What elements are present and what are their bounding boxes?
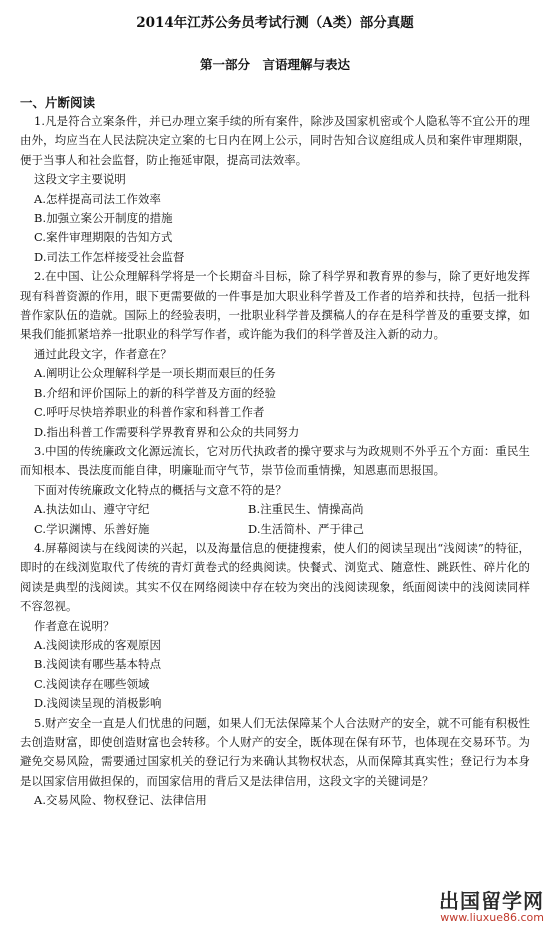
option-a: A.阐明让公众理解科学是一项长期而艰巨的任务 [34,366,276,381]
option-c: C.案件审理期限的告知方式 [34,230,173,245]
question-prompt: 下面对传统廉政文化特点的概括与文意不符的是？ [34,482,287,497]
option-d: D.浅阅读呈现的消极影响 [34,696,162,711]
option-b: B.浅阅读有哪些基本特点 [34,657,162,672]
question-stem: 3.中国的传统廉政文化源远流长，它对历代执政者的操守要求与为政规则不外乎五个方面：重民生而知根本、畏法度而能自律，明廉耻而守气节，崇节俭而重情操，知恩惠而思报国。 [20,443,530,478]
option-d: D.司法工作怎样接受社会监督 [34,249,185,264]
watermark-logo: 出国留学网 [439,889,544,913]
question-5 [20,714,530,811]
question-1 [20,112,530,267]
document-title: 2014年江苏公务员考试行测（A类）部分真题 [136,15,414,31]
question-stem: 1.凡是符合立案条件，并已办理立案手续的所有案件，除涉及国家机密或个人隐私等不宜公开的理由外，均应当在人民法院决定立案的七日内在网上公示，同时告知合议庭组成人员和案件审理期限，便于当事人和社会监督，防止拖延审限，提高司法效率。 [20,114,530,167]
option-b: B.介绍和评价国际上的新的科学普及方面的经验 [34,385,277,400]
question-2 [20,267,530,442]
part-heading: 第一部分 言语理解与表达 [199,57,350,72]
question-prompt: 通过此段文字，作者意在？ [34,346,172,361]
option-a: A.执法如山、遵守守纪 [34,502,150,517]
site-watermark [439,890,544,924]
option-row [20,520,530,539]
section-heading: 一、片断阅读 [20,95,96,110]
option-b: B.加强立案公开制度的措施 [34,211,173,226]
question-stem: 2.在中国、让公众理解科学将是一个长期奋斗目标，除了科学界和教育界的参与，除了更好地发挥现有科普资源的作用，眼下更需要做的一件事是加大职业科学普及工作者的培养和扶持，包括一批科普作家队伍的造就。国际上的经验表明，一批职业科学普及撰稿人的存在是科学普及的重要支撑，如果我们能抓紧培养一批职业的科学写作者，或许能为我们的科学普及注入新的动力。 [20,269,530,342]
watermark-url: www.liuxue86.com [440,911,544,924]
option-d: D.指出科普工作需要科学界教育界和公众的共同努力 [34,424,300,439]
option-c: C.学识渊博、乐善好施 [34,521,150,536]
option-c: C.呼吁尽快培养职业的科普作家和科普工作者 [34,405,265,420]
option-a: A.浅阅读形成的客观原因 [34,637,161,652]
option-a: A.交易风险、物权登记、法律信用 [34,793,207,808]
question-4 [20,539,530,714]
question-prompt: 这段文字主要说明 [34,172,126,187]
option-c: C.浅阅读存在哪些领域 [34,676,150,691]
option-row [20,500,530,519]
question-stem: 5.财产安全一直是人们忧患的问题，如果人们无法保障某个人合法财产的安全，就不可能有积极性去创造财富，即使创造财富也会转移。个人财产的安全，既体现在保有环节，也体现在交易环节。为避免交易风险，需要通过国家机关的登记行为来确认其物权状态，从而保障其真实性；登记行为本身是以国家信用做担保的，而国家信用的背后又是法律信用，这段文字的关键词是？ [20,715,530,788]
option-b: B.注重民生、情操高尚 [248,502,364,517]
option-a: A.怎样提高司法工作效率 [34,191,161,206]
question-prompt: 作者意在说明？ [34,618,115,633]
option-d: D.生活简朴、严于律己 [248,521,364,536]
question-3 [20,442,530,539]
question-stem: 4.屏幕阅读与在线阅读的兴起，以及海量信息的便捷搜索，使人们的阅读呈现出“浅阅读”的特征，即时的在线浏览取代了传统的青灯黄卷式的经典阅读。快餐式、浏览式、随意性、跳跃性、碎片化的阅读是典型的浅阅读。其实不仅在网络阅读中存在较为突出的浅阅读现象，纸面阅读中的浅阅读同样不容忽视。 [20,540,530,614]
